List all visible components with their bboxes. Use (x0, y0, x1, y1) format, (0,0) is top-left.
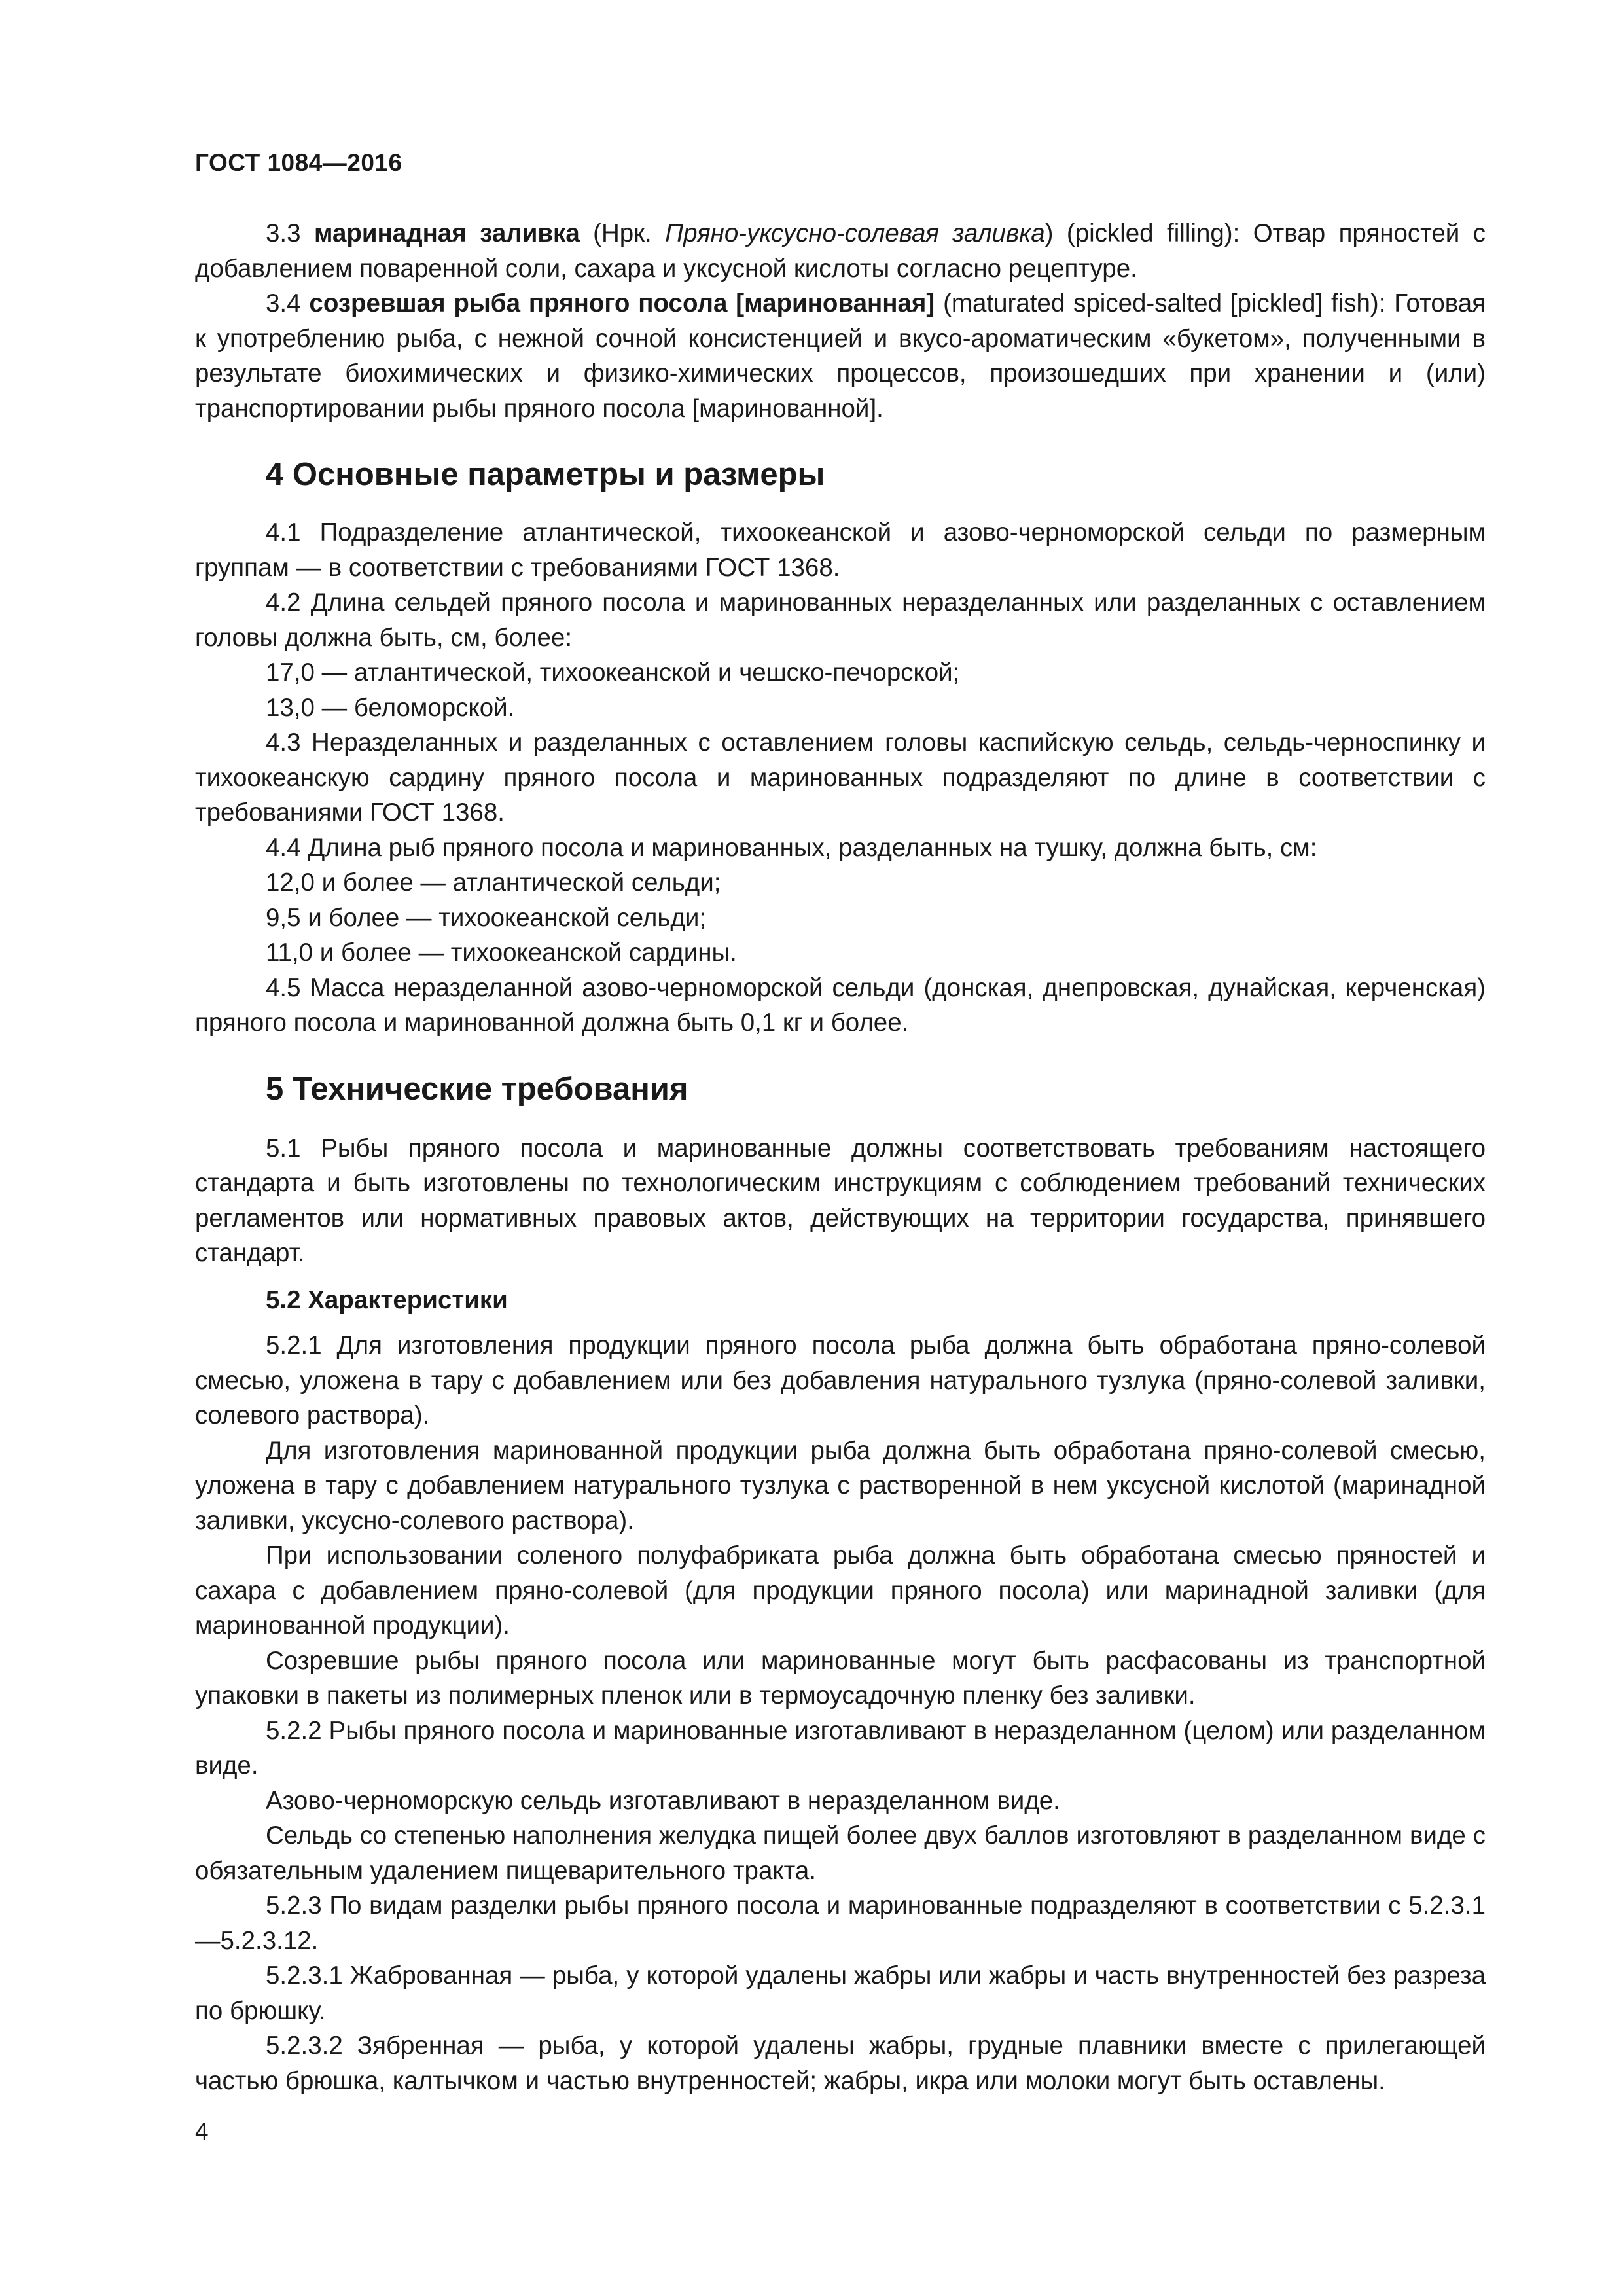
page-content (195, 216, 1486, 2098)
term-bold: маринадная заливка (313, 219, 580, 247)
section-4-heading: 4 Основные параметры и размеры (266, 457, 825, 492)
clause-3-3 (195, 216, 1486, 286)
clause-5-2-1-para: Созревшие рыбы пряного посола или маринованные могут быть расфасованы из транспортной упаковки в пакеты из полимерных пленок или в термоусадочную пленку без заливки. (195, 1646, 1486, 1710)
clause-5-2-2-para: Сельдь со степенью наполнения желудка пищей более двух баллов изготовляют в разделанном виде с обязательным удалением пищеварительного тракта. (195, 1821, 1486, 1885)
clause-5-2-1-para: При использовании соленого полуфабриката рыба должна быть обработана смесью пряностей и сахара с добавлением пряно-солевой (для продукции пряного посола) или маринадной заливки (для маринованной продукции). (195, 1541, 1486, 1640)
clause-4-3: 4.3 Неразделанных и разделанных с оставлением головы каспийскую сельдь, сельдь-черноспинку и тихоокеанскую сардину пряного посола и маринованных подразделяют по длине в соответствии с требованиями ГОСТ 1368. (195, 728, 1486, 827)
term-note-open: (Нрк. (579, 219, 666, 247)
clause-4-2-item: 17,0 — атлантической, тихоокеанской и чешско-печорской; (266, 658, 960, 687)
section-5-heading: 5 Технические требования (266, 1071, 688, 1107)
clause-4-1: 4.1 Подразделение атлантической, тихоокеанской и азово-черноморской сельди по размерным группам — в соответствии с требованиями ГОСТ 1368. (195, 518, 1486, 582)
term-deprecated: Пряно-уксусно-солевая заливка (665, 219, 1045, 247)
clause-4-2: 4.2 Длина сельдей пряного посола и маринованных неразделанных или разделанных с оставлением головы должна быть, см, более: (195, 588, 1486, 652)
clause-5-1: 5.1 Рыбы пряного посола и маринованные должны соответствовать требованиям настоящего стандарта и быть изготовлены по технологическим инструкциям с соблюдением требований технических регламентов или нормативных правовых актов, действующих на территории государства, принявшего стандарт. (195, 1134, 1486, 1267)
clause-5-2-2-para: Азово-черноморскую сельдь изготавливают в неразделанном виде. (266, 1786, 1060, 1815)
clause-4-4: 4.4 Длина рыб пряного посола и маринованных, разделанных на тушку, должна быть, см: (266, 833, 1317, 862)
clause-4-5: 4.5 Масса неразделанной азово-черноморской сельди (донская, днепровская, дунайская, керченская) пряного посола и маринованной должна быть 0,1 кг и более. (195, 973, 1486, 1037)
clause-5-2-1: 5.2.1 Для изготовления продукции пряного посола рыба должна быть обработана пряно-солевой смесью, уложена в тару с добавлением или без добавления натурального тузлука (пряно-солевой заливки, солевого раствора). (195, 1331, 1486, 1429)
clause-5-2-3-2: 5.2.3.2 Зябренная — рыба, у которой удалены жабры, грудные плавники вместе с прилегающей частью брюшка, калтычком и частью внутренностей; жабры, икра или молоки могут быть оставлены. (195, 2032, 1486, 2095)
clause-5-2-2: 5.2.2 Рыбы пряного посола и маринованные изготавливают в неразделанном (целом) или разделанном виде. (195, 1716, 1486, 1780)
page-number: 4 (195, 2118, 209, 2145)
term-bold: созревшая рыба пряного посола [маринованная] (309, 289, 935, 317)
term-definition: (maturated spiced-salted [pickled] fish): Готовая к употреблению рыба, с нежной сочной консистенцией и вкусо-ароматическим «букетом», полученными в результате биохимических и физико-химических процессов, произошедших при хранении и (или) транспортировании рыбы пряного посола [маринованной]. (195, 289, 1486, 423)
clause-4-4-item: 12,0 и более — атлантической сельди; (266, 869, 721, 897)
clause-5-2-1-para: Для изготовления маринованной продукции рыба должна быть обработана пряно-солевой смесью, уложена в тару с добавлением натурального тузлука с растворенной в нем уксусной кислотой (маринадной заливки, уксусно-солевого раствора). (195, 1436, 1486, 1535)
clause-4-4-item: 9,5 и более — тихоокеанской сельди; (266, 903, 707, 932)
clause-4-2-item: 13,0 — беломорской. (266, 693, 515, 722)
clause-5-2-3-1: 5.2.3.1 Жаброванная — рыба, у которой удалены жабры или жабры и часть внутренностей без разреза по брюшку. (195, 1962, 1486, 2025)
clause-4-4-item: 11,0 и более — тихоокеанской сардины. (266, 939, 737, 967)
subsection-5-2-heading: 5.2 Характеристики (266, 1285, 508, 1314)
clause-number: 3.4 (266, 289, 310, 317)
term-definition: ) (pickled filling): Отвар пряностей с добавлением поваренной соли, сахара и уксусной кислоты согласно рецептуре. (195, 219, 1486, 283)
clause-5-2-3: 5.2.3 По видам разделки рыбы пряного посола и маринованные подразделяют в соответствии с 5.2.3.1—5.2.3.12. (195, 1892, 1486, 1955)
clause-3-4 (195, 286, 1486, 426)
standard-header: ГОСТ 1084—2016 (195, 149, 402, 176)
clause-number: 3.3 (266, 219, 314, 247)
